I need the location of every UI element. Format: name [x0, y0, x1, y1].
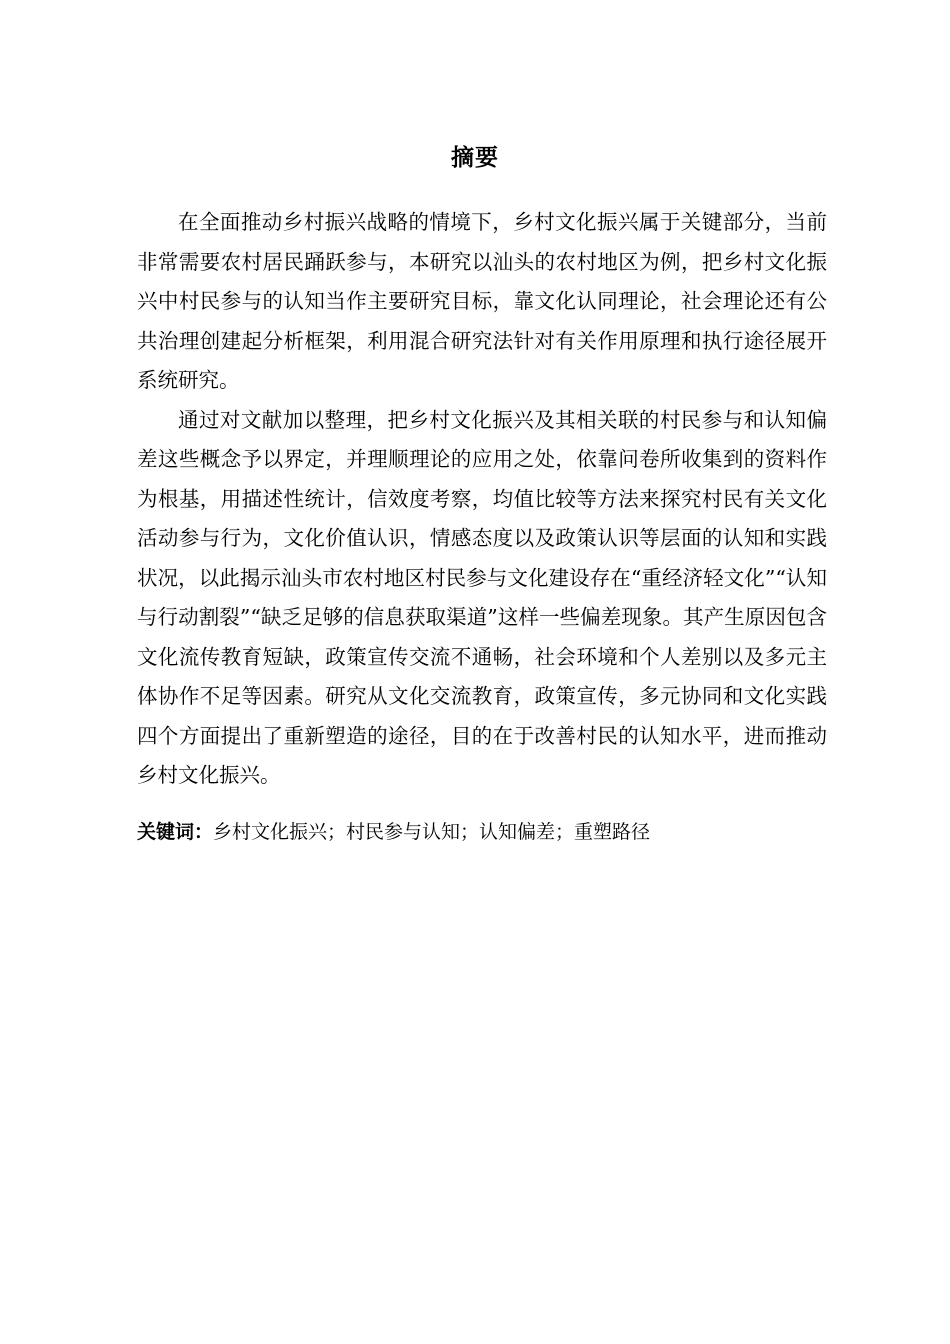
abstract-body [137, 203, 827, 796]
keywords-line [137, 814, 827, 850]
abstract-title: 摘要 [451, 145, 499, 171]
abstract-paragraph-2: 通过对文献加以整理，把乡村文化振兴及其相关联的村民参与和认知偏差这些概念予以界定，并理顺理论的应用之处，依靠问卷所收集到的资料作为根基，用描述性统计，信效度考察，均值比较等方法来探究村民有关文化活动参与行为，文化价值认识，情感态度以及政策认识等层面的认知和实践状况，以此揭示汕头市农村地区村民参与文化建设存在“重经济轻文化”“认知与行动割裂”“缺乏足够的信息获取渠道”这样一些偏差现象。其产生原因包含文化流传教育短缺，政策宣传交流不通畅，社会环境和个人差别以及多元主体协作不足等因素。研究从文化交流教育，政策宣传，多元协同和文化实践四个方面提出了重新塑造的途径，目的在于改善村民的认知水平，进而推动乡村文化振兴。 [137, 407, 827, 787]
keywords-label: 关键词： [137, 821, 214, 843]
keywords-text: 乡村文化振兴；村民参与认知；认知偏差；重塑路径 [213, 821, 651, 843]
abstract-paragraph-1: 在全面推动乡村振兴战略的情境下，乡村文化振兴属于关键部分，当前非常需要农村居民踊跃参与，本研究以汕头的农村地区为例，把乡村文化振兴中村民参与的认知当作主要研究目标，靠文化认同理论，社会理论还有公共治理创建起分析框架，利用混合研究法针对有关作用原理和执行途径展开系统研究。 [137, 210, 827, 392]
